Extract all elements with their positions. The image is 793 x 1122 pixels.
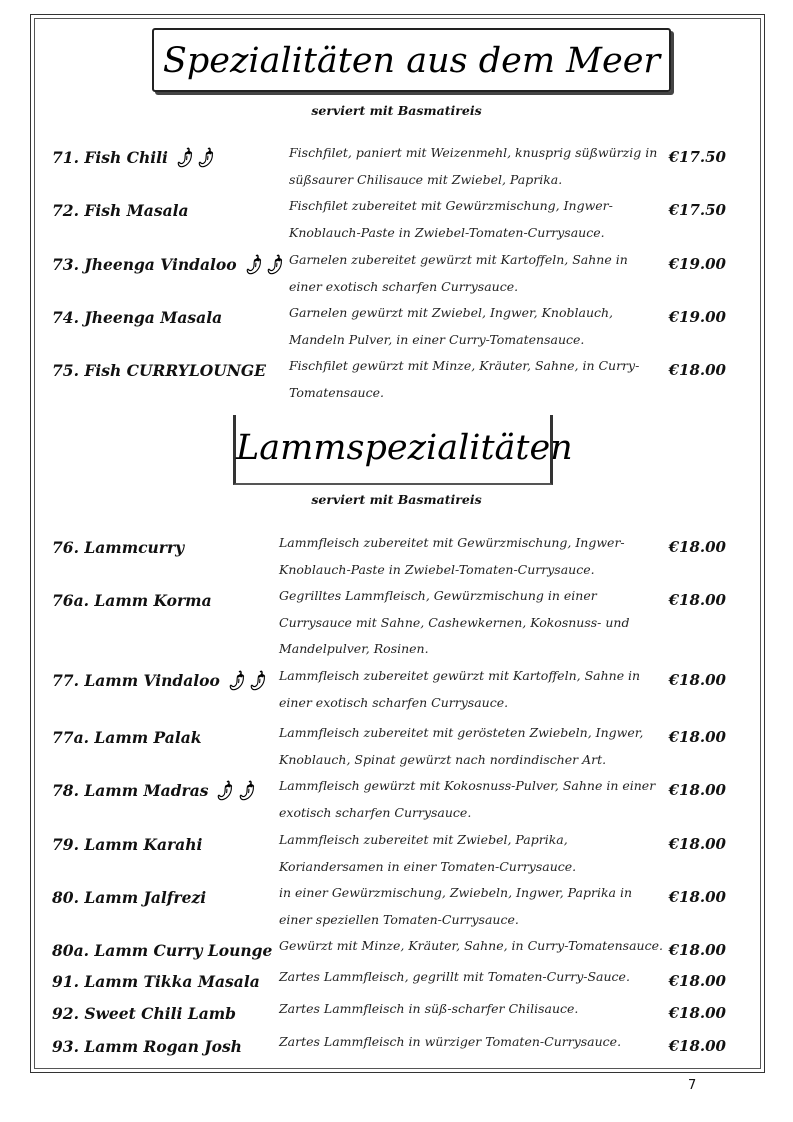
item-description: Lammfleisch zubereitet gewürzt mit Kartoffeln, Sahne in einer exotisch scharfen Currysauce. [279,668,641,710]
item-name: 72. Fish Masala [52,201,189,220]
chili-icon: 🌶🌶 [223,668,271,694]
item-price: €18.00 [668,671,726,689]
item-price: €18.00 [668,1004,726,1022]
item-name: 73. Jheenga Vindaloo 🌶🌶 [52,252,288,278]
item-name: 71. Fish Chili 🌶🌶 [52,145,219,171]
item-name: 92. Sweet Chili Lamb [52,1004,237,1023]
item-price: €18.00 [668,941,726,959]
section-title-lamb: Lammspezialitäten [233,415,553,485]
item-price: €19.00 [668,255,726,273]
item-description: Gewürzt mit Minze, Kräuter, Sahne, in Curry-Tomatensauce. [279,938,663,953]
item-price: €19.00 [668,308,726,326]
item-price: €18.00 [668,538,726,556]
item-price: €18.00 [668,361,726,379]
item-description: Lammfleisch zubereitet mit gerösteten Zwiebeln, Ingwer, Knoblauch, Spinat gewürzt nach nordindischer Art. [279,725,644,767]
item-description: Zartes Lammfleisch in würziger Tomaten-Currysauce. [279,1034,622,1049]
item-description: Zartes Lammfleisch in süß-scharfer Chilisauce. [279,1001,579,1016]
chili-icon: 🌶🌶 [239,252,288,278]
item-price: €18.00 [668,1037,726,1055]
item-price: €18.00 [668,835,726,853]
chili-icon: 🌶🌶 [211,778,260,804]
item-description: Gegrilltes Lammfleisch, Gewürzmischung in einer Currysauce mit Sahne, Cashewkernen, Kokosnuss- und Mandelpulver, Rosinen. [279,588,630,656]
page-number: 7 [688,1078,697,1093]
chili-icon: 🌶🌶 [171,145,219,171]
item-name: 76. Lammcurry [52,538,185,557]
item-description: Fischfilet zubereitet mit Gewürzmischung, Ingwer-Knoblauch-Paste in Zwiebel-Tomaten-Currysauce. [289,198,613,240]
item-name: 80a. Lamm Curry Lounge [52,941,273,960]
item-name: 76a. Lamm Korma [52,591,212,610]
item-price: €18.00 [668,591,726,609]
item-description: Fischfilet, paniert mit Weizenmehl, knusprig süßwürzig in süßsaurer Chilisauce mit Zwiebel, Paprika. [289,145,658,187]
item-description: Lammfleisch zubereitet mit Zwiebel, Paprika, Koriandersamen in einer Tomaten-Currysauce. [279,832,577,874]
item-name: 75. Fish CURRYLOUNGE [52,361,266,380]
item-price: €18.00 [668,888,726,906]
item-name: 79. Lamm Karahi [52,835,203,854]
item-name: 91. Lamm Tikka Masala [52,972,260,991]
item-price: €17.50 [668,201,726,219]
item-price: €17.50 [668,148,726,166]
section-subtitle-seafood: serviert mit Basmatireis [311,103,482,118]
item-description: Lammfleisch zubereitet mit Gewürzmischung, Ingwer-Knoblauch-Paste in Zwiebel-Tomaten-Currysauce. [279,535,625,577]
item-description: Zartes Lammfleisch, gegrillt mit Tomaten-Curry-Sauce. [279,969,630,984]
item-description: Garnelen gewürzt mit Zwiebel, Ingwer, Knoblauch, Mandeln Pulver, in einer Curry-Tomatensauce. [289,305,614,347]
item-description: Garnelen zubereitet gewürzt mit Kartoffeln, Sahne in einer exotisch scharfen Currysauce. [289,252,628,294]
item-price: €18.00 [668,972,726,990]
section-title-seafood: Spezialitäten aus dem Meer [152,28,671,92]
section-subtitle-lamb: serviert mit Basmatireis [311,492,482,507]
item-name: 74. Jheenga Masala [52,308,223,327]
item-name: 77. Lamm Vindaloo 🌶🌶 [52,668,271,694]
item-price: €18.00 [668,728,726,746]
item-name: 77a. Lamm Palak [52,728,202,747]
item-name: 80. Lamm Jalfrezi [52,888,207,907]
item-name: 78. Lamm Madras 🌶🌶 [52,778,260,804]
item-description: in einer Gewürzmischung, Zwiebeln, Ingwer, Paprika in einer speziellen Tomaten-Currysauce. [279,885,633,927]
item-description: Lammfleisch gewürzt mit Kokosnuss-Pulver, Sahne in einer exotisch scharfen Currysauce. [279,778,656,820]
item-name: 93. Lamm Rogan Josh [52,1037,242,1056]
item-description: Fischfilet gewürzt mit Minze, Kräuter, Sahne, in Curry-Tomatensauce. [289,358,640,400]
item-price: €18.00 [668,781,726,799]
